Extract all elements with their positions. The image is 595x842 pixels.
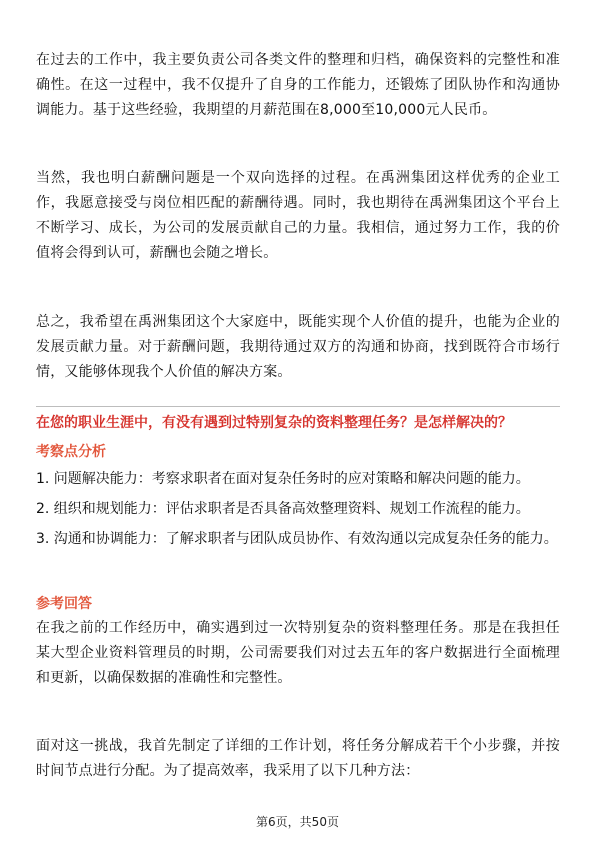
- page-number-footer: 第6页，共50页: [256, 815, 339, 829]
- analysis-item-2: 2. 组织和规划能力：评估求职者是否具备高效整理资料、规划工作流程的能力。: [36, 501, 530, 517]
- paragraph-mutual-choice: 当然，我也明白薪酬问题是一个双向选择的过程。在禹洲集团这样优秀的企业工作，我愿意接受与岗位相匹配的薪酬待遇。同时，我也期待在禹洲集团这个平台上不断学习、成长，为公司的发展贡献自己的力量。我相信，通过努力工作，我的价值将会得到认可，薪酬也会随之增长。: [36, 170, 560, 261]
- analysis-item-3: 3. 沟通和协调能力：了解求职者与团队成员协作、有效沟通以完成复杂任务的能力。: [36, 531, 558, 547]
- paragraph-conclusion: 总之，我希望在禹洲集团这个大家庭中，既能实现个人价值的提升，也能为企业的发展贡献力量。对于薪酬问题，我期待通过双方的沟通和协商，找到既符合市场行情，又能够体现我个人价值的解决方案。: [36, 314, 560, 380]
- answer-paragraph-2: 面对这一挑战，我首先制定了详细的工作计划，将任务分解成若干个小步骤，并按时间节点进行分配。为了提高效率，我采用了以下几种方法：: [36, 738, 560, 779]
- interview-question: 在您的职业生涯中，有没有遇到过特别复杂的资料整理任务？是怎样解决的？: [36, 415, 512, 431]
- analysis-heading: 考察点分析: [36, 444, 106, 460]
- analysis-item-1: 1. 问题解决能力：考察求职者在面对复杂任务时的应对策略和解决问题的能力。: [36, 471, 530, 487]
- paragraph-salary-expectation: 在过去的工作中，我主要负责公司各类文件的整理和归档，确保资料的完整性和准确性。在这一过程中，我不仅提升了自身的工作能力，还锻炼了团队协作和沟通协调能力。基于这些经验，我期望的月薪范围在8,000至10,000元人民币。: [36, 52, 560, 118]
- section-divider: [36, 406, 560, 407]
- answer-heading: 参考回答: [36, 596, 92, 612]
- answer-paragraph-1: 在我之前的工作经历中，确实遇到过一次特别复杂的资料整理任务。那是在我担任某大型企业资料管理员的时期，公司需要我们对过去五年的客户数据进行全面梳理和更新，以确保数据的准确性和完整性。: [36, 620, 560, 686]
